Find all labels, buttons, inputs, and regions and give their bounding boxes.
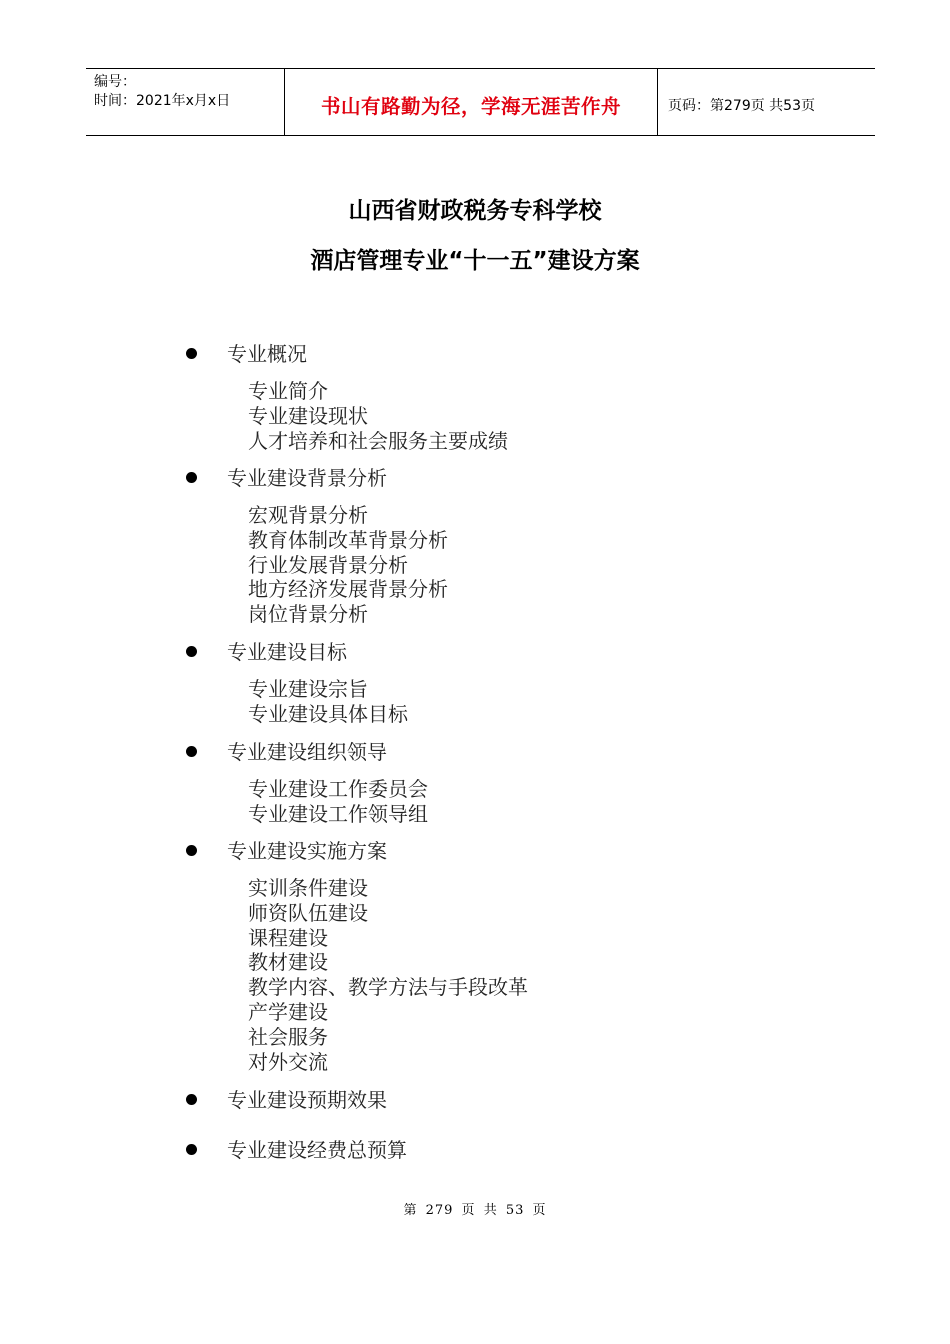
list-item: 专业建设现状	[248, 403, 368, 428]
list-item: 专业建设工作领导组	[248, 801, 428, 826]
bullet-icon	[186, 646, 197, 657]
section-label: 专业建设经费总预算	[227, 1138, 407, 1162]
bullet-icon	[186, 746, 197, 757]
bullet-icon	[186, 1144, 197, 1155]
outline-section	[186, 739, 387, 765]
section-items	[248, 503, 448, 627]
list-item: 行业发展背景分析	[248, 552, 408, 577]
bullet-icon	[186, 472, 197, 483]
section-items	[248, 876, 528, 1074]
list-item: 实训条件建设	[248, 876, 368, 900]
section-items	[248, 677, 408, 727]
list-item: 专业简介	[248, 379, 328, 403]
section-label: 专业概况	[227, 342, 307, 366]
outline-section	[186, 341, 307, 367]
outline-section	[186, 465, 387, 491]
section-label: 专业建设预期效果	[227, 1088, 387, 1112]
list-item: 教育体制改革背景分析	[248, 527, 448, 552]
list-item: 对外交流	[248, 1049, 328, 1074]
list-item: 岗位背景分析	[248, 602, 368, 627]
bullet-icon	[186, 845, 197, 856]
section-label: 专业建设实施方案	[227, 839, 387, 863]
section-label: 专业建设目标	[227, 640, 347, 664]
list-item: 师资队伍建设	[248, 900, 368, 925]
section-label: 专业建设组织领导	[227, 740, 387, 764]
outline-section	[186, 1137, 407, 1163]
list-item: 教学内容、教学方法与手段改革	[248, 975, 528, 1000]
plan-title: 酒店管理专业“十一五”建设方案	[310, 248, 640, 274]
header-motto: 书山有路勤为径，学海无涯苦作舟	[320, 95, 621, 118]
list-item: 产学建设	[248, 999, 328, 1024]
outline-section	[186, 639, 347, 665]
page-footer: 第 279 页 共 53 页	[403, 1203, 547, 1218]
section-label: 专业建设背景分析	[227, 466, 387, 490]
list-item: 专业建设工作委员会	[248, 777, 428, 801]
header-meta	[86, 69, 285, 135]
list-item: 宏观背景分析	[248, 503, 368, 527]
list-item: 教材建设	[248, 950, 328, 975]
section-items	[248, 777, 428, 827]
list-item: 课程建设	[248, 925, 328, 950]
list-item: 社会服务	[248, 1024, 328, 1049]
outline-section	[186, 838, 387, 864]
header-page-info: 页码：第279页 共53页	[668, 98, 815, 114]
outline-section	[186, 1087, 387, 1113]
header-motto-cell	[285, 69, 658, 135]
bullet-icon	[186, 348, 197, 359]
header-page-cell	[658, 69, 875, 135]
list-item: 人才培养和社会服务主要成绩	[248, 428, 508, 453]
school-title: 山西省财政税务专科学校	[348, 198, 602, 224]
section-items	[248, 379, 508, 453]
list-item: 地方经济发展背景分析	[248, 577, 448, 602]
page-header	[86, 68, 875, 136]
document-time-label: 时间：2021年x月x日	[94, 93, 231, 109]
bullet-icon	[186, 1094, 197, 1105]
list-item: 专业建设宗旨	[248, 677, 368, 701]
document-number-label: 编号：	[94, 74, 136, 90]
list-item: 专业建设具体目标	[248, 701, 408, 726]
